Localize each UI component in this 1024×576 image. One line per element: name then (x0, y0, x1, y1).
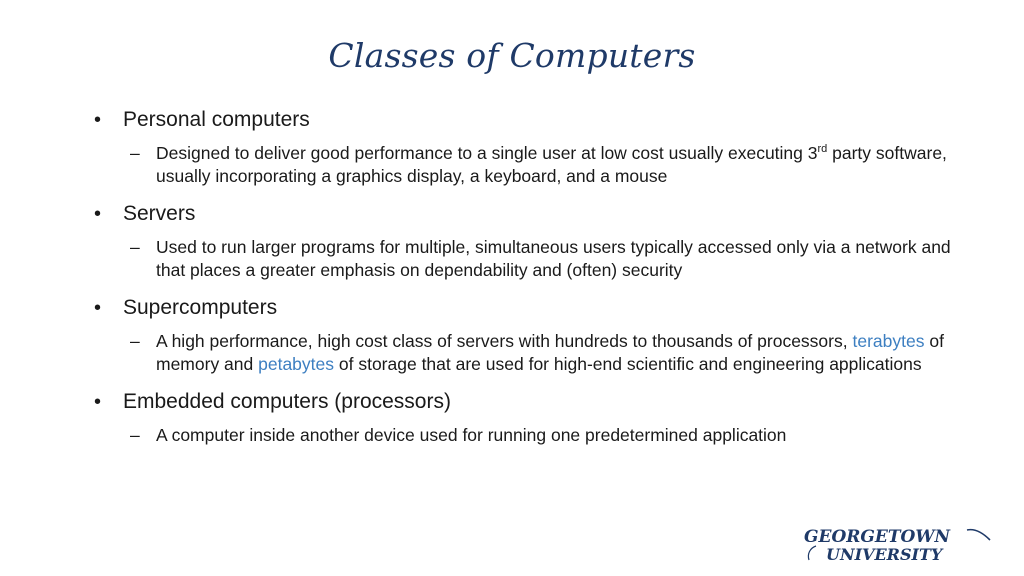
sub-item-embedded-computers (94, 424, 954, 447)
bullet-item-servers (94, 200, 954, 228)
terabytes-link[interactable]: terabytes (852, 331, 925, 351)
bullet-item-personal-computers (94, 106, 954, 134)
bullet-item-embedded-computers (94, 388, 954, 416)
dash-icon: – (130, 143, 140, 163)
sub-item-personal-computers (94, 142, 954, 188)
petabytes-link[interactable]: petabytes (258, 354, 335, 374)
bullet-label: Supercomputers (123, 296, 278, 319)
sub-text: Used to run larger programs for multiple, simultaneous users typically accessed only via a network and that places a greater emphasis on dependability and (often) security (156, 237, 951, 280)
bullet-label: Personal computers (123, 108, 310, 131)
sub-text-part: party software, usually incorporating a graphics display, a keyboard, and a mouse (156, 143, 947, 186)
sub-text-part: A high performance, high cost class of servers with hundreds to thousands of processors, (156, 331, 853, 351)
sub-text: A computer inside another device used for running one predetermined application (156, 425, 787, 445)
bullet-icon: • (94, 203, 102, 225)
dash-icon: – (130, 237, 140, 257)
sub-text-part: of memory and (156, 331, 944, 374)
bullet-icon: • (94, 297, 102, 319)
sub-item-supercomputers (94, 330, 954, 376)
bullet-item-supercomputers (94, 294, 954, 322)
bullet-label: Embedded computers (processors) (123, 390, 451, 413)
logo-line2: UNIVERSITY (826, 545, 943, 564)
sub-item-servers (94, 236, 954, 282)
logo-line1: GEORGETOWN (804, 527, 950, 547)
superscript: rd (817, 143, 828, 156)
bullet-icon: • (94, 391, 102, 413)
dash-icon: – (130, 425, 140, 445)
sub-text-part: Designed to deliver good performance to a single user at low cost usually executing 3 (156, 143, 818, 163)
georgetown-university-logo (804, 526, 994, 564)
bullet-label: Servers (123, 202, 196, 225)
slide-title: Classes of Computers (328, 36, 696, 75)
sub-text-part: of storage that are used for high-end scientific and engineering applications (334, 354, 922, 374)
dash-icon: – (130, 331, 140, 351)
bullet-list (94, 104, 954, 459)
bullet-icon: • (94, 109, 102, 131)
